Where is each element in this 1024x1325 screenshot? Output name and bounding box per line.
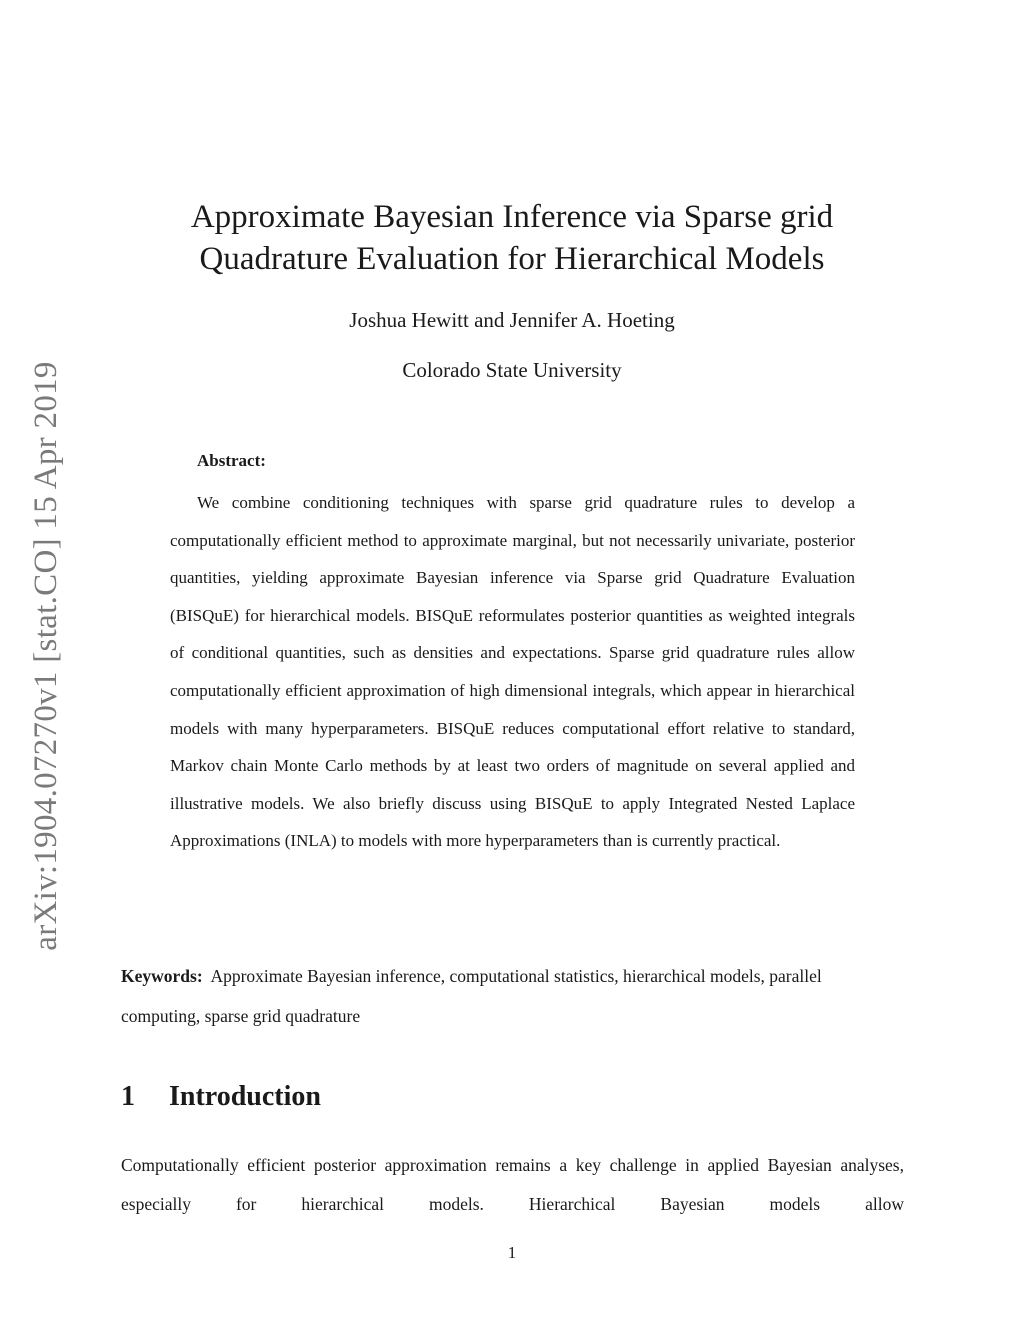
section-heading [121, 1078, 321, 1116]
section-title: Introduction [169, 1081, 321, 1112]
abstract-text: We combine conditioning techniques with sparse grid quadrature rules to develop a computationally efficient method to approximate marginal, but not necessarily univariate, posterior quantities, yielding approximate Bayesian inference via Sparse grid Quadrature Evaluation (BISQuE) for hierarchical models. BISQuE reformulates posterior quantities as weighted integrals of conditional quantities, such as densities and expectations. Sparse grid quadrature rules allow computationally efficient approximation of high dimensional integrals, which appear in hierarchical models with many hyperparameters. BISQuE reduces computational effort relative to standard, Markov chain Monte Carlo methods by at least two orders of magnitude on several applied and illustrative models. We also briefly discuss using BISQuE to apply Integrated Nested Laplace Approximations (INLA) to models with more hyperparameters than is currently practical. [170, 493, 855, 851]
keywords [121, 956, 904, 1036]
keywords-text: Approximate Bayesian inference, computational statistics, hierarchical models, parallel computing, sparse grid quadrature [121, 966, 822, 1026]
authors: Joshua Hewitt and Jennifer A. Hoeting [349, 308, 675, 332]
abstract-heading: Abstract: [197, 451, 266, 470]
paper-title-line-1: Approximate Bayesian Inference via Sparse grid [190, 199, 834, 235]
paper-title-line-2: Quadrature Evaluation for Hierarchical Models [199, 241, 825, 277]
paper-title [140, 196, 884, 280]
keywords-label: Keywords: [121, 966, 203, 986]
affiliation: Colorado State University [402, 358, 622, 382]
section-number: 1 [121, 1081, 135, 1112]
arxiv-identifier-stamp: arXiv:1904.07270v1 [stat.CO] 15 Apr 2019 [28, 361, 64, 951]
body-paragraph: Computationally efficient posterior approximation remains a key challenge in applied Bayesian analyses, especially for hierarchical models. Hierarchical Bayesian models allow [121, 1155, 904, 1214]
page-number: 1 [507, 1243, 517, 1262]
